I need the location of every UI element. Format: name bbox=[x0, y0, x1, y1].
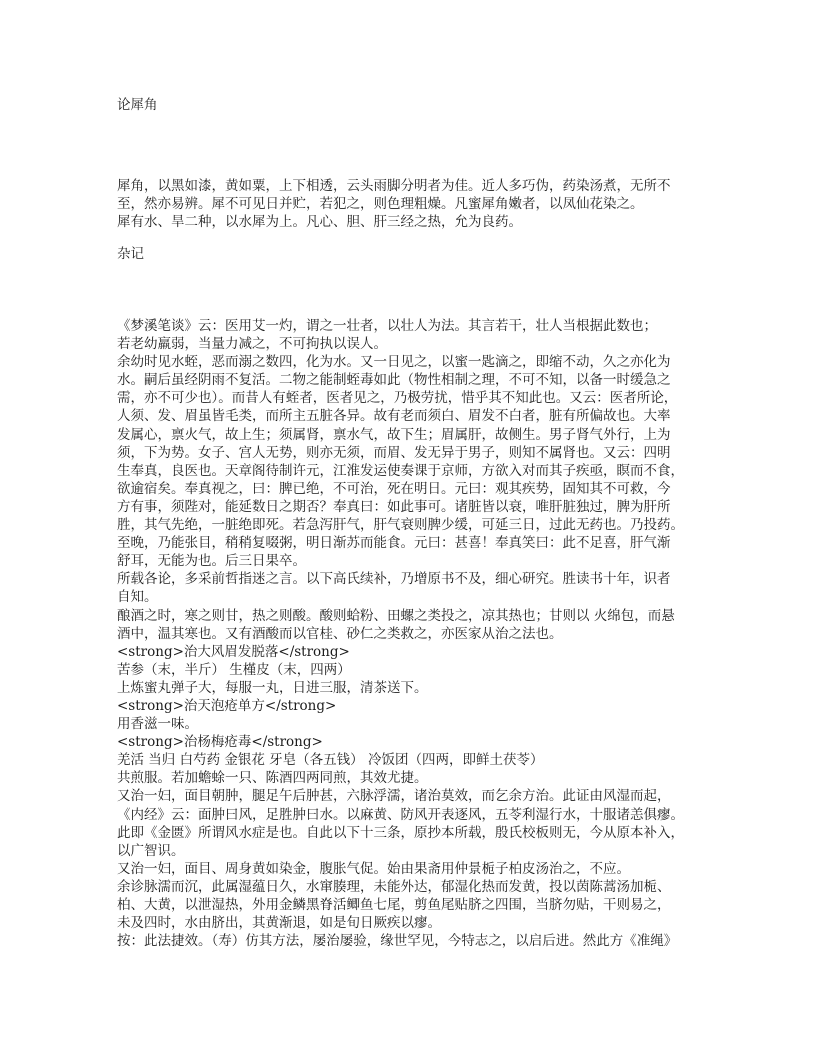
text-line: 此即《金匮》所谓风水症是也。自此以下十三条，原抄本所载，殷氏校板则无，今从原本补入， bbox=[117, 824, 684, 841]
text-line: 胜，其气先绝，一脏绝即死。若急泻肝气，肝气衰则脾少缓，可延三日，过此无药也。乃投药。 bbox=[117, 517, 684, 534]
text-line: 至，然亦易辨。犀不可见日并贮，若犯之，则色理粗燥。凡蜜犀角嫩者，以凤仙花染之。 bbox=[117, 196, 644, 213]
text-line: 用香滋一味。 bbox=[117, 716, 198, 733]
text-line: 柏、大黄，以泄湿热，外用金鳞黑脊活鲫鱼七尾，剪鱼尾贴脐之四围，当脐勿贴，干则易之， bbox=[117, 897, 671, 913]
text-line: 自知。 bbox=[117, 589, 158, 606]
text-line: 犀有水、旱二种，以水犀为上。凡心、胆、肝三经之热，允为良药。 bbox=[117, 214, 522, 231]
text-line: 余幼时见水蛭，恶而溺之数四，化为水。又一日见之，以蜜一匙滴之，即缩不动，久之亦化为 bbox=[117, 354, 671, 371]
text-line: 又治一妇，面目、周身黄如染金，腹胀气促。始由果斋用仲景栀子柏皮汤治之，不应。 bbox=[117, 860, 630, 877]
text-line: 未及四时，水由脐出，其黄渐退，如是旬日厥疾以瘳。 bbox=[117, 915, 441, 932]
recipe-heading-raw: <strong>治天泡疮单方</strong> bbox=[117, 697, 337, 714]
section-body-rhino-horn bbox=[117, 177, 717, 231]
text-line: 《梦溪笔谈》云：医用艾一灼，谓之一壮者，以壮人为法。其言若干，壮人当根据此数也； bbox=[117, 318, 657, 334]
recipe-heading-raw: <strong>治大风眉发脱落</strong> bbox=[117, 643, 350, 660]
text-line: 犀角，以黑如漆，黄如粟，上下相透，云头雨脚分明者为佳。近人多巧伪，药染汤煮，无所不 bbox=[117, 178, 671, 194]
text-line: 水。嗣后虽经阴雨不复活。二物之能制蛭毒如此（物性相制之理，不可不知，以备一时缓急之 bbox=[117, 372, 671, 389]
text-line: 酒中，温其寒也。又有酒酸而以官桂、砂仁之类救之，亦医家从治之法也。 bbox=[117, 625, 563, 642]
text-line: 上炼蜜丸弹子大，每服一丸，日进三服，清茶送下。 bbox=[117, 679, 428, 696]
text-line: 须，下为势。女子、宫人无势，则亦无须，而眉、发无异于男子，则知不属肾也。又云：四明 bbox=[117, 444, 671, 461]
section-title-rhino-horn: 论犀角 bbox=[117, 97, 158, 113]
text-line: 苦参（末，半斤） 生槿皮（末，四两） bbox=[117, 661, 351, 678]
text-line: 人须、发、眉虽皆毛类，而所主五脏各异。故有老而须白、眉发不白者，脏有所偏故也。大率 bbox=[117, 408, 671, 425]
recipe-heading-raw: <strong>治杨梅疮毒</strong> bbox=[117, 734, 323, 751]
text-line: 余诊脉濡而沉，此属湿蕴日久，水窜腠理，未能外达，郁湿化热而发黄，投以茵陈蒿汤加栀、 bbox=[117, 878, 671, 895]
text-line: 舒耳，无能为也。后三日果卒。 bbox=[117, 553, 306, 570]
text-line: 生奉真，良医也。天章阁待制许元，江淮发运使奏课于京师，方欲入对而其子疾亟，瞑而不食， bbox=[117, 462, 684, 479]
text-line: 又治一妇，面目朝肿，腿足午后肿甚，六脉浮濡，诸治莫效，而乞余方治。此证由风湿而起， bbox=[117, 788, 671, 805]
text-line: 至晚，乃能张目，稍稍复啜粥，明日渐苏而能食。元曰：甚喜！奉真笑曰：此不足喜，肝气渐 bbox=[117, 535, 671, 552]
text-line: 欲逾宿矣。奉真视之，曰：脾已绝，不可治，死在明日。元曰：观其疾势，固知其不可救，今 bbox=[117, 480, 671, 497]
text-line: 《内经》云：面肿曰风，足胜肿曰水。以麻黄、防风开表逐风，五苓利湿行水，十服诸恙俱瘳。 bbox=[117, 806, 684, 823]
text-line: 酿酒之时，寒之则甘，热之则酸。酸则蛤粉、田螺之类投之，凉其热也；甘则以 火绵包，而悬 bbox=[117, 607, 675, 624]
text-line: 发属心，禀火气，故上生；须属肾，禀水气，故下生；眉属肝，故侧生。男子肾气外行，上为 bbox=[117, 426, 671, 443]
section-title-miscellany: 杂记 bbox=[117, 246, 144, 262]
text-line: 以广智识。 bbox=[117, 842, 185, 859]
text-line: 需，亦不可少也）。而昔人有蛭者，医者见之，乃极劳扰，惜乎其不知此也。又云：医者所论， bbox=[117, 390, 678, 407]
section-body-miscellany bbox=[117, 317, 717, 950]
text-line: 共煎服。若加蟾蜍一只、陈酒四两同煎，其效尤捷。 bbox=[117, 770, 428, 787]
text-line: 按：此法捷效。（寿）仿其方法，屡治屡验，缘世罕见，今特志之，以启后进。然此方《准绳》 bbox=[117, 933, 678, 950]
text-line: 所载各论，多采前哲指迷之言。以下高氏续补，乃增原书不及，细心研究。胜读书十年，识者 bbox=[117, 571, 671, 588]
text-line: 方有事，须陛对，能延数日之期否？奉真曰：如此事可。诸脏皆以衰，唯肝脏独过，脾为肝所 bbox=[117, 498, 671, 515]
text-line: 羌活 当归 白芍药 金银花 牙皂（各五钱） 冷饭团（四两，即鲜土茯苓） bbox=[117, 752, 544, 769]
text-line: 若老幼羸弱，当量力减之，不可拘执以误人。 bbox=[117, 336, 387, 353]
